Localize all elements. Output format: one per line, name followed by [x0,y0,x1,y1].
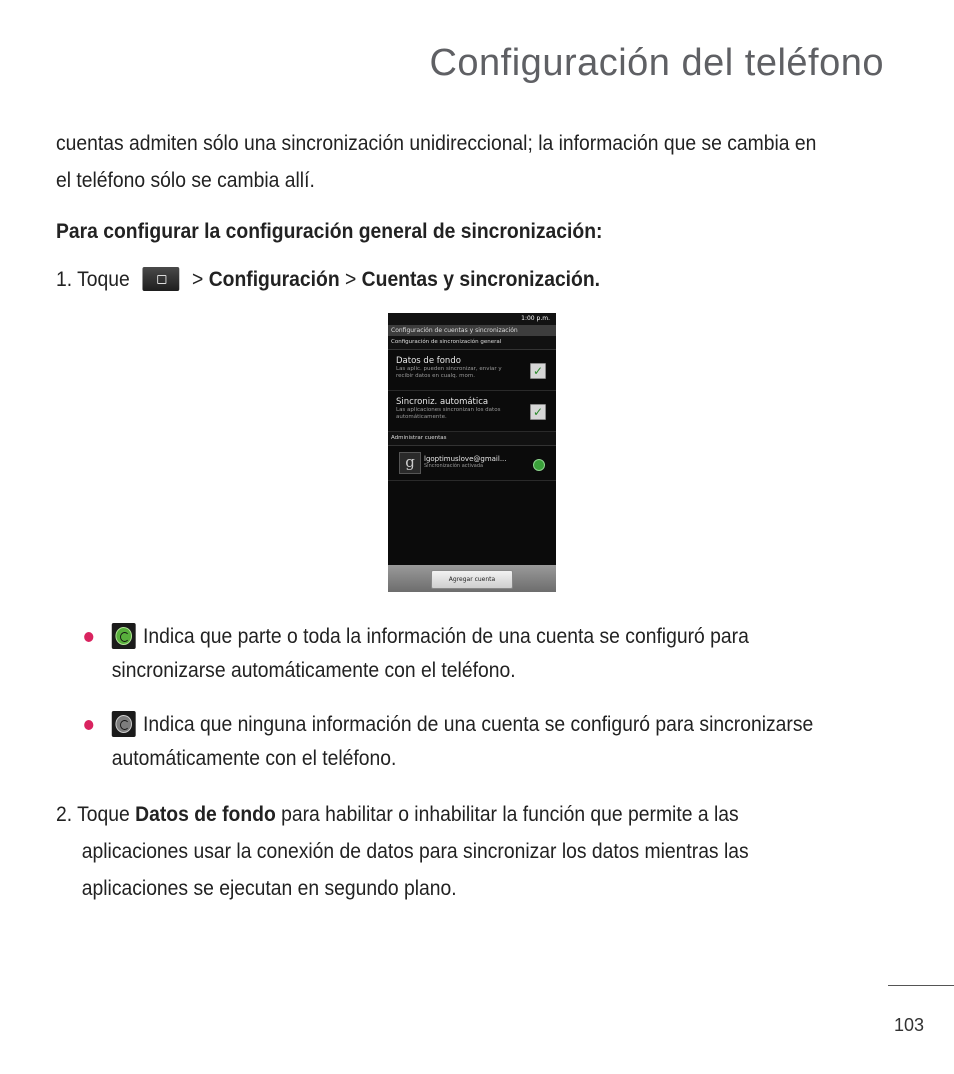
add-account-button[interactable]: Agregar cuenta [431,570,513,589]
checkbox-checked-icon[interactable]: ✓ [530,404,546,420]
step-2-bold: Datos de fondo [135,803,276,826]
phone-screenshot [388,313,556,592]
step-1-item-2: Cuentas y sincronización. [361,268,601,291]
step-1 [56,261,820,298]
menu-key-icon [143,267,180,291]
sync-on-icon [112,623,136,649]
bullet-dot [84,632,93,642]
bullet-dot [84,720,93,730]
phone-row-summary: Las aplicaciones sincronizan los datos automáticamente. [396,407,501,420]
page-number: 103 [893,1015,924,1035]
phone-screen-title: Configuración de cuentas y sincronización [388,325,556,336]
footer-rule [888,985,954,986]
phone-row-title: Sincroniz. automática [396,397,489,407]
bullet-text-wrap [86,620,822,688]
step-2-rest: para habilitar o inhabilitar la función que permite a las aplicaciones usar la conexión de datos para sincronizar los datos mientras las aplicaciones se ejecutan en segundo plano. [81,803,749,900]
phone-accounts-header: Administrar cuentas [388,432,556,446]
step-2-text [56,796,838,907]
phone-row-summary: Las aplic. pueden sincronizar, enviar y recibir datos en cualq. mom. [396,366,502,379]
page-title: Configuración del teléfono [429,42,884,84]
phone-row-auto-sync[interactable] [388,391,556,432]
phone-general-header: Configuración de sincronización general [388,336,556,350]
phone-account-status: Sincronización activada [424,463,484,469]
step-2-prefix: 2. Toque [56,803,130,826]
phone-row-background-data[interactable] [388,350,556,391]
section-heading: Para configurar la configuración general de sincronización: [56,220,603,243]
step-1-prefix: 1. Toque [56,268,130,291]
intro-paragraph: cuentas admiten sólo una sincronización unidireccional; la información que se cambia en el teléfono sólo se cambia allí. [56,132,817,192]
step-1-item-1: Configuración [208,268,340,291]
step-2 [56,796,838,907]
bullet-text-wrap [86,708,822,776]
checkbox-checked-icon[interactable]: ✓ [530,363,546,379]
sync-on-icon [533,459,545,471]
phone-account-name: lgoptimuslove@gmail... [424,455,507,463]
bullet-text: Indica que ninguna información de una cuenta se configuró para sincronizarse automáticamente con el teléfono. [111,713,814,770]
step-1-sep-2: > [345,268,357,291]
bullet-item [86,620,822,688]
google-icon: g [399,452,421,474]
phone-bottom-bar [388,565,556,592]
phone-status-bar: 1:00 p.m. [388,313,556,325]
phone-account-row[interactable] [388,446,556,481]
bullet-text: Indica que parte o toda la información de una cuenta se configuró para sincronizarse automáticamente con el teléfono. [111,625,749,682]
phone-row-title: Datos de fondo [396,356,461,366]
step-1-sep-1: > [192,268,204,291]
sync-off-icon [112,711,136,737]
bullet-item [86,708,822,776]
